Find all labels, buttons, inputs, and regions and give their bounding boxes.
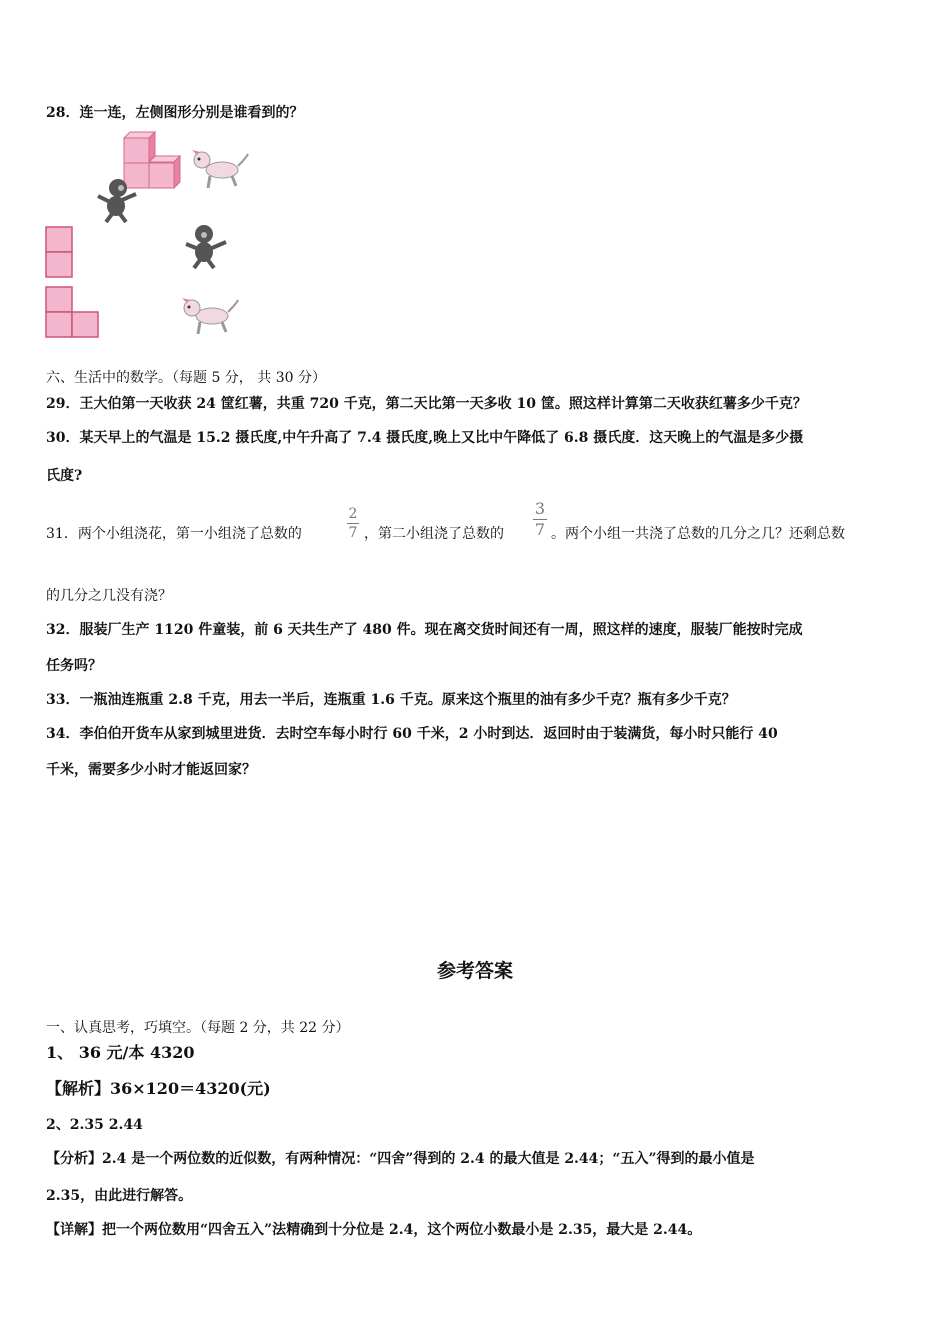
question-34-line2: 千米，需要多少小时才能返回家？ xyxy=(46,762,256,778)
answer-2-analysis-line1: 【分析】2.4 是一个两位数的近似数，有两种情况：“四舍”得到的 2.4 的最大值是 2.44；“五入”得到的最小值是 xyxy=(46,1151,755,1167)
question-29: 29．王大伯第一天收获 24 筐红薯，共重 720 千克，第二天比第一天多收 10 筐。照这样计算第二天收获红薯多少千克？ xyxy=(46,396,807,412)
question-32-line1: 32．服装厂生产 1120 件童装，前 6 天共生产了 480 件。现在离交货时间还有一周，照这样的速度，服装厂能按时完成 xyxy=(46,622,803,638)
fraction-denominator: 7 xyxy=(534,520,546,539)
fraction-bar xyxy=(347,523,359,524)
question-34-line1: 34．李伯伯开货车从家到城里进货．去时空车每小时行 60 千米，2 小时到达．返回时由于装满货，每小时只能行 40 xyxy=(46,726,778,742)
answer-1: 1、 36 元/本 4320 xyxy=(46,1043,195,1062)
question-31-line2: 的几分之几没有浇？ xyxy=(46,588,172,604)
answer-1-analysis: 【解析】36×120＝4320(元) xyxy=(46,1079,271,1098)
question-32-line2: 任务吗？ xyxy=(46,658,102,674)
answer-2-detail: 【详解】把一个两位数用“四舍五入”法精确到十分位是 2.4，这个两位小数最小是 2.35，最大是 2.44。 xyxy=(46,1222,702,1238)
answers-section-1: 一、认真思考，巧填空。（每题 2 分，共 22 分） xyxy=(46,1020,350,1036)
fraction-2-7 xyxy=(347,506,359,541)
question-33: 33．一瓶油连瓶重 2.8 千克，用去一半后，连瓶重 1.6 千克。原来这个瓶里的油有多少千克？瓶有多少千克？ xyxy=(46,692,736,708)
dog-icon xyxy=(188,146,250,192)
view-shape-l xyxy=(45,286,101,338)
fraction-numerator: 3 xyxy=(534,499,546,518)
question-28: 28．连一连，左侧图形分别是谁看到的？ xyxy=(46,105,304,121)
monkey-icon xyxy=(92,176,140,224)
section-6-heading: 六、生活中的数学。（每题 5 分， 共 30 分） xyxy=(46,370,326,386)
answers-title: 参考答案 xyxy=(436,960,513,982)
fraction-denominator: 7 xyxy=(348,525,358,541)
question-31-part3: 。两个小组一共浇了总数的几分之几？还剩总数 xyxy=(551,526,845,542)
answer-2-analysis-line2: 2.35，由此进行解答。 xyxy=(46,1188,193,1204)
question-31-part2: ，第二小组浇了总数的 xyxy=(364,526,504,542)
question-30-line1: 30．某天早上的气温是 15.2 摄氏度,中午升高了 7.4 摄氏度,晚上又比中午降低了 6.8 摄氏度．这天晚上的气温是多少摄 xyxy=(46,430,804,446)
view-shape-vertical xyxy=(45,226,75,278)
question-31-part1: 31．两个小组浇花，第一小组浇了总数的 xyxy=(46,526,302,542)
question-30-line2: 氏度? xyxy=(46,468,83,484)
answer-2: 2、2.35 2.44 xyxy=(46,1117,143,1133)
fraction-3-7 xyxy=(533,500,547,539)
fraction-numerator: 2 xyxy=(348,506,358,522)
dog-icon-bottom xyxy=(180,292,242,338)
monkey-icon-middle xyxy=(182,222,230,270)
